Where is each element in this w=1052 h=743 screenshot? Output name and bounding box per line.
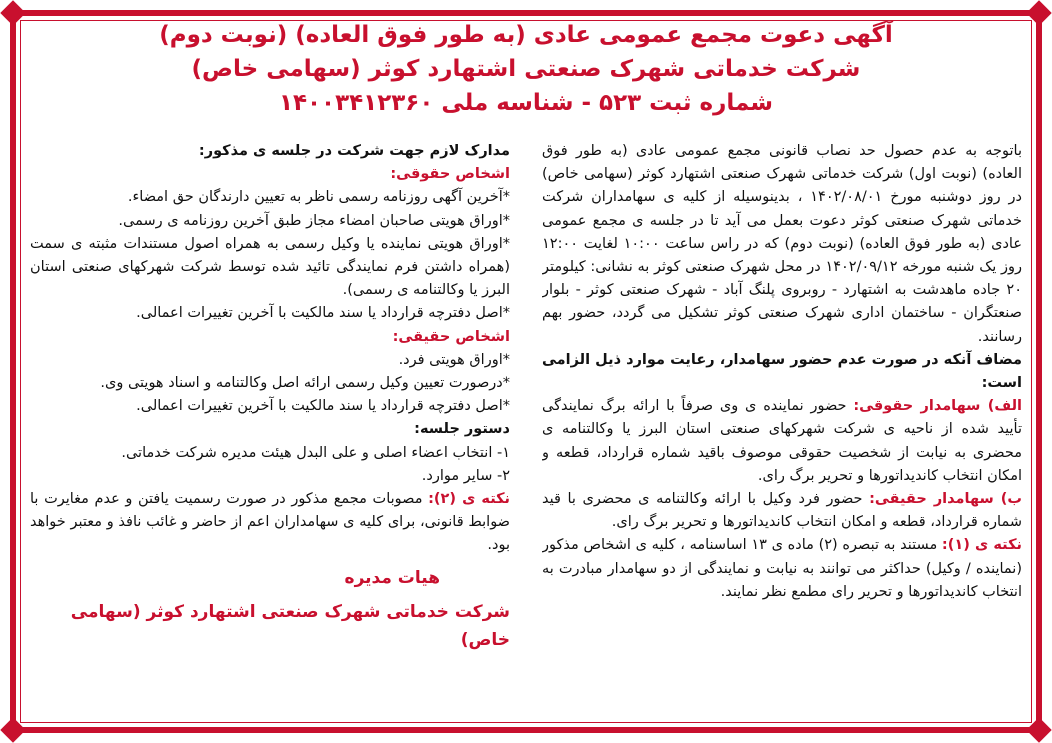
left-column [30,140,510,700]
real-persons-title: اشخاص حقیقی: [392,328,510,345]
intro-paragraph: باتوجه به عدم حصول حد نصاب قانونی مجمع عمومی عادی (به طور فوق العاده) (نوبت اول) شرکت خدماتی شهرک صنعتی اشتهارد کوثر (سهامی خاص) در روز دوشنبه مورخ ۱۴۰۲/۰۸/۰۱ ، بدینوسیله از کلیه ی سهامداران شرکت خدماتی شهرک صنعتی کوثر دعوت بعمل می آید تا در جلسه ی مجمع عمومی عادی (به طور فوق العاده) (نوبت دوم) که در راس ساعت ۱۰:۰۰ لغایت ۱۲:۰۰ روز یک شنبه مورخه ۱۴۰۲/۰۹/۱۲ در محل شهرک صنعتی کوثر به نشانی: کیلومتر ۲۰ جاده ماهدشت به اشتهارد - روبروی پلنگ آباد - شهرک صنعتی کوثر - بلوار صنعتگران - ساختمان اداری شهرک صنعتی کوثر تشکیل می گردد، حضور بهم رسانند. [542,143,1022,345]
registration-info: شماره ثبت ۵۲۳ - شناسه ملی ۱۴۰۰۳۴۱۲۳۶۰ [278,90,774,116]
legal-shareholder-paragraph [542,395,1022,488]
real-doc-item: *اوراق هویتی فرد. [398,351,510,368]
agenda-title: دستور جلسه: [414,421,510,438]
note-1-label: نکته ی (۱): [941,537,1022,554]
legal-doc-item: *اصل دفترچه قرارداد یا سند مالکیت با آخرین تغییرات اعمالی. [136,305,510,322]
real-doc-item: *درصورت تعیین وکیل رسمی ارائه اصل وکالتنامه و اسناد هویتی وی. [100,375,510,392]
docs-title: مدارک لازم جهت شرکت در جلسه ی مذکور: [198,143,510,159]
note-1-paragraph [542,534,1022,604]
real-shareholder-paragraph [542,488,1022,534]
note-1-text: مستند به تبصره (۲) ماده ی ۱۳ اساسنامه ، کلیه ی اشخاص مذکور (نماینده / وکیل) حداکثر می توانند به نیابت و نمایندگی از دو سهامدار مبادرت به انتخاب کاندیداتورها و تحریر رای مطمع نظر نمایند. [542,537,1022,600]
legal-doc-item: *اوراق هویتی نماینده یا وکیل رسمی به همراه اصول مستندات مثبته ی سمت (همراه داشتن فرم نمایندگی تائید شده توسط شرکت شهرکهای صنعتی استان البرز یا وکالتنامه ی رسمی). [30,235,510,299]
agenda-item: ۲- سایر موارد. [421,467,510,484]
agenda-item: ۱- انتخاب اعضاء اصلی و علی البدل هیئت مدیره شرکت خدماتی. [121,444,510,461]
absence-note: مضاف آنکه در صورت عدم حضور سهامدار، رعایت موارد ذیل الزامی است: [542,351,1022,392]
notice-header [30,18,1022,120]
legal-doc-item: *آخرین آگهی روزنامه رسمی ناظر به تعیین دارندگان حق امضاء. [127,189,510,206]
signature-company: شرکت خدماتی شهرک صنعتی اشتهارد کوثر (سهامی خاص) [70,601,510,650]
note-2-label: نکته ی (۲): [428,491,510,508]
company-name: شرکت خدماتی شهرک صنعتی اشتهارد کوثر (سهامی خاص) [191,56,861,82]
right-column [542,140,1022,700]
legal-shareholder-text: حضور نماینده ی وی صرفاً با ارائه برگ نمایندگی تأیید شده از ناحیه ی شرکت شهرکهای صنعتی استان البرز یا وکالتنامه ی محضری به نیابت از شخصیت حقوقی موصوف باقید شماره قرارداد، قطعه و امکان انتخاب کاندیداتورها و تحریر برگ رای. [542,398,1022,484]
corner-ornament-icon [0,0,25,25]
legal-persons-title: اشخاص حقوقی: [390,166,510,183]
corner-ornament-icon [0,717,25,742]
note-2-text: مصوبات مجمع مذکور در صورت رسمیت یافتن و عدم مغایرت با ضوابط قانونی، برای کلیه ی سهامداران اعم از حاضر و غائب نافذ و معتبر خواهد بود. [30,491,510,554]
real-shareholder-label: ب) سهامدار حقیقی: [869,491,1022,508]
legal-shareholder-label: الف) سهامدار حقوقی: [853,398,1022,415]
legal-doc-item: *اوراق هویتی صاحبان امضاء مجاز طبق آخرین روزنامه ی رسمی. [118,212,510,229]
note-2-paragraph [30,488,510,558]
notice-title: آگهی دعوت مجمع عمومی عادی (به طور فوق العاده) (نوبت دوم) [159,22,893,48]
real-doc-item: *اصل دفترچه قرارداد یا سند مالکیت با آخرین تغییرات اعمالی. [136,398,510,415]
real-shareholder-text: حضور فرد وکیل با ارائه وکالتنامه ی محضری با قید شماره قرارداد، قطعه و امکان انتخاب کاندیداتورها و تحریر برگ رای. [542,491,1022,531]
signature-board: هیات مدیره [344,567,440,588]
corner-ornament-icon [1026,0,1051,25]
corner-ornament-icon [1026,717,1051,742]
